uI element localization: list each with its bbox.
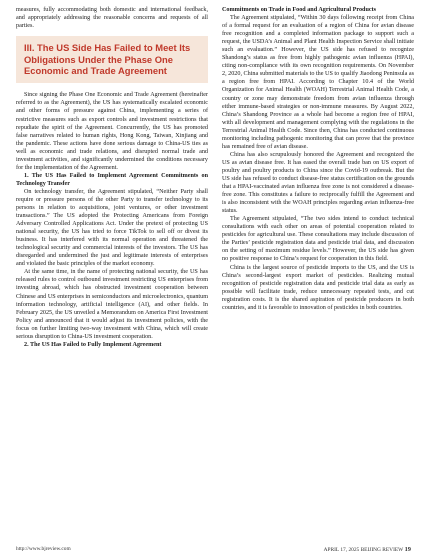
footer-url[interactable]: http://www.bjreview.com (16, 546, 71, 552)
subheading: 1. The US Has Failed to Implement Agreement Commitments on Technology Transfer (16, 172, 208, 187)
body-paragraph: The Agreement stipulated, “The two sides intend to conduct technical consultations with each other on areas of potential cooperation related to pesticides for agricultural use. These consultations may include discussion of the Parties’ pesticide registration data and pesticide trial data, and discussion on the setting of maximum residue levels.” However, the US side has given no positive response to China’s request for cooperation in this field. (222, 216, 414, 263)
subheading-continued: Commitments on Trade in Food and Agricultural Products (222, 7, 377, 13)
body-paragraph: On technology transfer, the Agreement stipulated, “Neither Party shall require or pressure persons of the other Party to transfer technology to its persons in relation to acquisitions, joint ventures, or other investment transactions.” The US adopted the Protecting Americans from Foreign Adversary Controlled Applications Act. Under the pretext of protecting US national security, the US has tried to force TikTok to sell off or divest its business. It has interfered with its normal operation and threatened the technological security and commercial interests of the investors. The US has disregarded and undermined the just and legitimate interests of enterprises and violated the basic principles of the market economy. (16, 188, 208, 268)
body-paragraph: China is the largest source of pesticide imports to the US, and the US is China’s second-largest export market of pesticides. Realizing mutual recognition of pesticide registration data and pesticide trial data as early as possible will facilitate trade, reduce unnecessary repeated tests, and cut registration costs. It is the shared aspiration of pesticide producers in both countries, and it is favorable to innovation of pesticides in both countries. (222, 264, 414, 311)
intro-paragraph: measures, fully accommodating both domestic and international feedback, and appropriately addressing the reasonable concerns and requests of all parties. (16, 7, 208, 30)
page-footer (16, 545, 411, 554)
left-column (16, 6, 208, 349)
body-paragraph: At the same time, in the name of protecting national security, the US has released rules to control outbound investment restricting US enterprises from investing abroad, which has obstructed investment cooperation between Chinese and US enterprises in semiconductors and microelectronics, quantum information technology, artificial intelligence (AI), and other fields. In February 2025, the US unveiled a Memorandum on America First Investment Policy and announced that it would adjust its investment policies, with the focus on further limiting two-way investment with China, which will create serious disruption to China-US investment cooperation. (16, 269, 208, 340)
right-column (222, 6, 414, 312)
section-heading-box (16, 36, 208, 83)
body-paragraph: China has also scrupulously honored the Agreement and recognized the US as avian disease free. It has eased the overall trade ban on US export of poultry and poultry products to China since the Covid-19 outbreak. But the US side has refused to conduct disease-free status certification on the grounds that a HPAI-vaccinated avian influenza free zone is not considered a disease-free zone. This constitutes a failure to reciprocally fulfill the Agreement and is also inconsistent with the WOAH principles regarding avian influenza-free status. (222, 151, 414, 215)
body-paragraph: The Agreement stipulated, “Within 30 days following receipt from China of a formal request for an evaluation of a region of China for avian disease free recognition and a completed information package to support such a request, the USDA’s Animal and Plant Health Inspection Service shall initiate such an evaluation.” However, the US side has refused to recognize Shandong’s status as free from highly pathogenic avian influenza (HPAI), citing non-compliance with its own recognition requirements. On November 2, 2020, China submitted materials to the US to qualify Jiaodong Peninsula as a region free from HPAI. According to Chapter 10.4 of the World Organization for Animal Health (WOAH) Terrestrial Animal Health Code, a country or zone may demonstrate freedom from avian influenza through either immune-based strategies or non-immune measures. By August 2022, China’s Shandong Province as a whole had become a region free of HPAI, with all development and management complying with the regulations in the Terrestrial Animal Health Code. Since then, China has conducted continuous monitoring including pathogenic monitoring that can prove that the province has remained free of avian disease. (222, 15, 414, 150)
subheading: 2. The US Has Failed to Fully Implement Agreement (24, 341, 162, 348)
section-heading: III. The US Side Has Failed to Meet Its Obligations Under the Phase One Economic and Trade Agreement (24, 42, 191, 76)
page-number: 19 (404, 546, 411, 553)
body-paragraph: Since signing the Phase One Economic and Trade Agreement (hereinafter referred to as the Agreement), the US has systematically escalated economic and other forms of pressure against China, implementing a series of restrictive measures such as export controls and investment restrictions that repudiate the spirit of the Agreement. Concurrently, the US has promoted false narratives related to human rights, Hong Kong, Taiwan, Xinjiang and the pandemic. These actions have done serious damage to China-US ties as well as economic and trade relations, and disrupted normal trade and investment activities, and significantly undermined the conditions necessary for the implementation of the Agreement. (16, 92, 208, 171)
footer-info (324, 545, 411, 555)
footer-date-publication: APRIL 17, 2025 BEIJING REVIEW (323, 547, 404, 553)
